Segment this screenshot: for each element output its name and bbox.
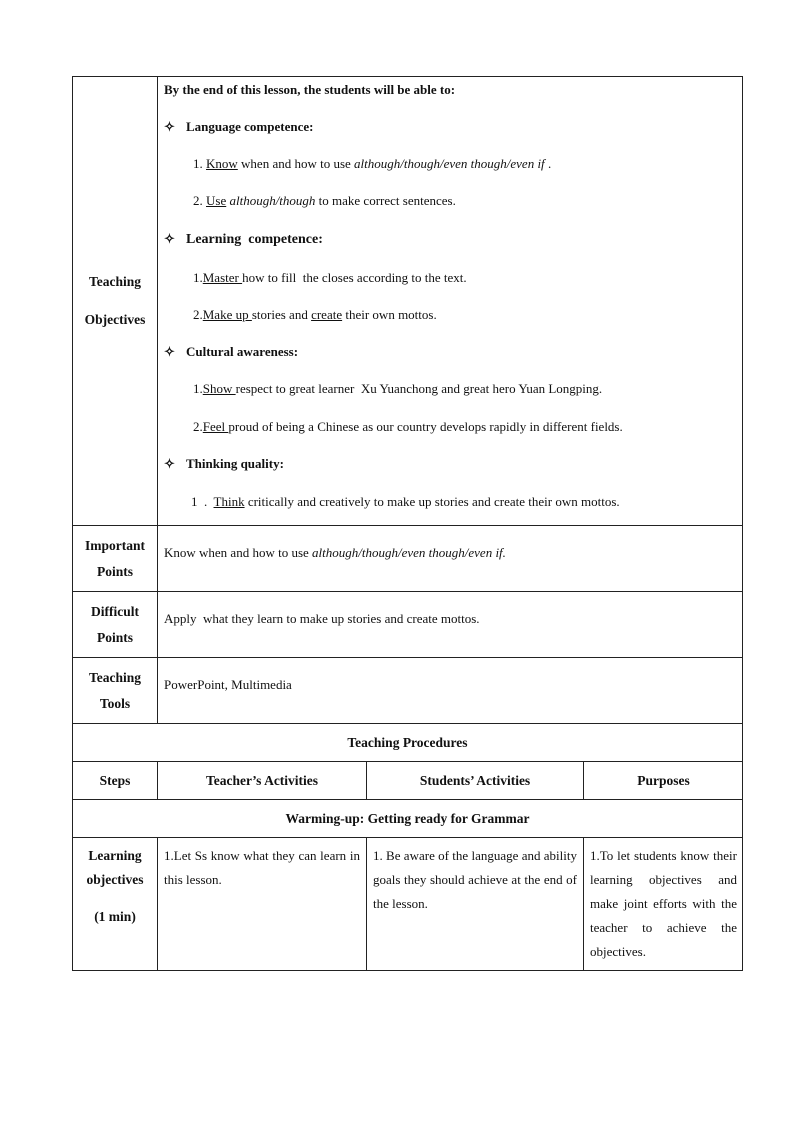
item-number: 2. [193, 193, 206, 208]
item-verb: Master [202, 270, 243, 285]
column-purposes [583, 762, 743, 799]
lesson-plan-table [72, 76, 743, 971]
column-students [366, 762, 583, 799]
column-steps [73, 762, 157, 799]
difficult-text: Apply what they learn to make up stories and create mottos. [164, 611, 480, 626]
important-label-line: Important [85, 537, 145, 553]
warmup-title: Warming-up: Getting ready for Grammar [285, 810, 530, 826]
important-italic: although/though/even though/even if. [312, 545, 506, 560]
thinking-heading-text: Thinking quality: [186, 456, 284, 471]
step-label-line: objectives [86, 872, 144, 887]
item-text: respect to great learner Xu Yuanchong and great hero Yuan Longping. [235, 381, 603, 396]
item-italic: although/though [226, 193, 316, 208]
item-text: to make correct sentences. [315, 193, 456, 208]
tools-row [72, 657, 743, 723]
item-end: . [544, 156, 552, 171]
objectives-label [73, 77, 158, 525]
important-plain: Know when and how to use [164, 545, 313, 560]
language-item-1 [193, 156, 551, 172]
item-number: 1. [193, 156, 206, 171]
cultural-heading [164, 344, 298, 360]
step-row [72, 837, 743, 971]
item-number: 1. [193, 381, 203, 396]
learning-item-1 [193, 270, 467, 286]
step-teacher-activity: 1.Let Ss know what they can learn in this lesson. [157, 838, 366, 970]
thinking-item-1 [191, 494, 620, 510]
column-teacher [157, 762, 366, 799]
item-text: proud of being a Chinese as our country develops rapidly in different fields. [228, 419, 623, 434]
item-verb: Think [213, 494, 245, 509]
item-verb: create [311, 307, 343, 322]
item-verb: Use [206, 193, 227, 208]
column-purposes-label: Purposes [637, 772, 690, 788]
learning-heading [164, 231, 323, 248]
item-italic: although/though/even though/even if [354, 156, 545, 171]
diamond-bullet-icon: ✧ [164, 119, 175, 134]
cultural-heading-text: Cultural awareness: [186, 344, 299, 359]
item-text: critically and creatively to make up stories and create their own mottos. [244, 494, 620, 509]
cultural-item-2 [193, 419, 623, 435]
diamond-bullet-icon: ✧ [164, 456, 175, 471]
warmup-title-row [72, 799, 743, 837]
cultural-item-1 [193, 381, 602, 397]
item-verb: Show [202, 381, 236, 396]
difficult-label-line: Difficult [91, 603, 139, 619]
item-number: 2. [193, 419, 203, 434]
diamond-bullet-icon: ✧ [164, 231, 175, 246]
item-number: 1 . [191, 494, 214, 509]
difficult-row [72, 591, 743, 657]
language-item-2 [193, 193, 456, 209]
step-label [73, 838, 157, 970]
item-number: 2. [193, 307, 203, 322]
tools-label [73, 658, 158, 723]
tools-label-line: Teaching [88, 669, 142, 685]
item-text: stories and [251, 307, 312, 322]
column-students-label: Students’ Activities [419, 772, 531, 788]
item-verb: Know [206, 156, 238, 171]
tools-text: PowerPoint, Multimedia [164, 677, 292, 692]
step-purposes: 1.To let students know their learning objectives and make joint efforts with the teacher to achieve the objectives. [583, 838, 743, 970]
learning-item-2 [193, 307, 437, 323]
language-heading [164, 119, 313, 135]
difficult-label [73, 592, 158, 657]
learning-heading-text: Learning competence: [186, 232, 323, 247]
procedures-title-row [72, 723, 743, 761]
column-teacher-label: Teacher’s Activities [205, 772, 319, 788]
column-steps-label: Steps [99, 772, 131, 788]
difficult-label-line: Points [96, 629, 133, 645]
item-verb: Make up [202, 307, 252, 322]
tools-label-line: Tools [99, 695, 131, 711]
important-row [72, 525, 743, 591]
item-text: how to fill the closes according to the text. [242, 270, 467, 285]
objectives-label-line: Objectives [84, 312, 146, 327]
step-label-line: (1 min) [94, 909, 136, 924]
item-text: their own mottos. [342, 307, 437, 322]
step-students-activity: 1. Be aware of the language and ability goals they should achieve at the end of the lesson. [366, 838, 583, 970]
diamond-bullet-icon: ✧ [164, 344, 175, 359]
item-text: when and how to use [237, 156, 355, 171]
item-number: 1. [193, 270, 203, 285]
columns-header-row [72, 761, 743, 799]
objectives-row [72, 76, 743, 525]
language-heading-text: Language competence: [186, 119, 314, 134]
important-label-line: Points [96, 563, 133, 579]
important-text [164, 545, 506, 561]
important-label [73, 526, 158, 591]
objectives-intro: By the end of this lesson, the students will be able to: [164, 82, 456, 97]
objectives-label-line: Teaching [88, 274, 142, 289]
thinking-heading [164, 456, 284, 472]
item-verb: Feel [202, 419, 229, 434]
step-label-line: Learning [88, 848, 142, 863]
procedures-title: Teaching Procedures [347, 734, 468, 750]
